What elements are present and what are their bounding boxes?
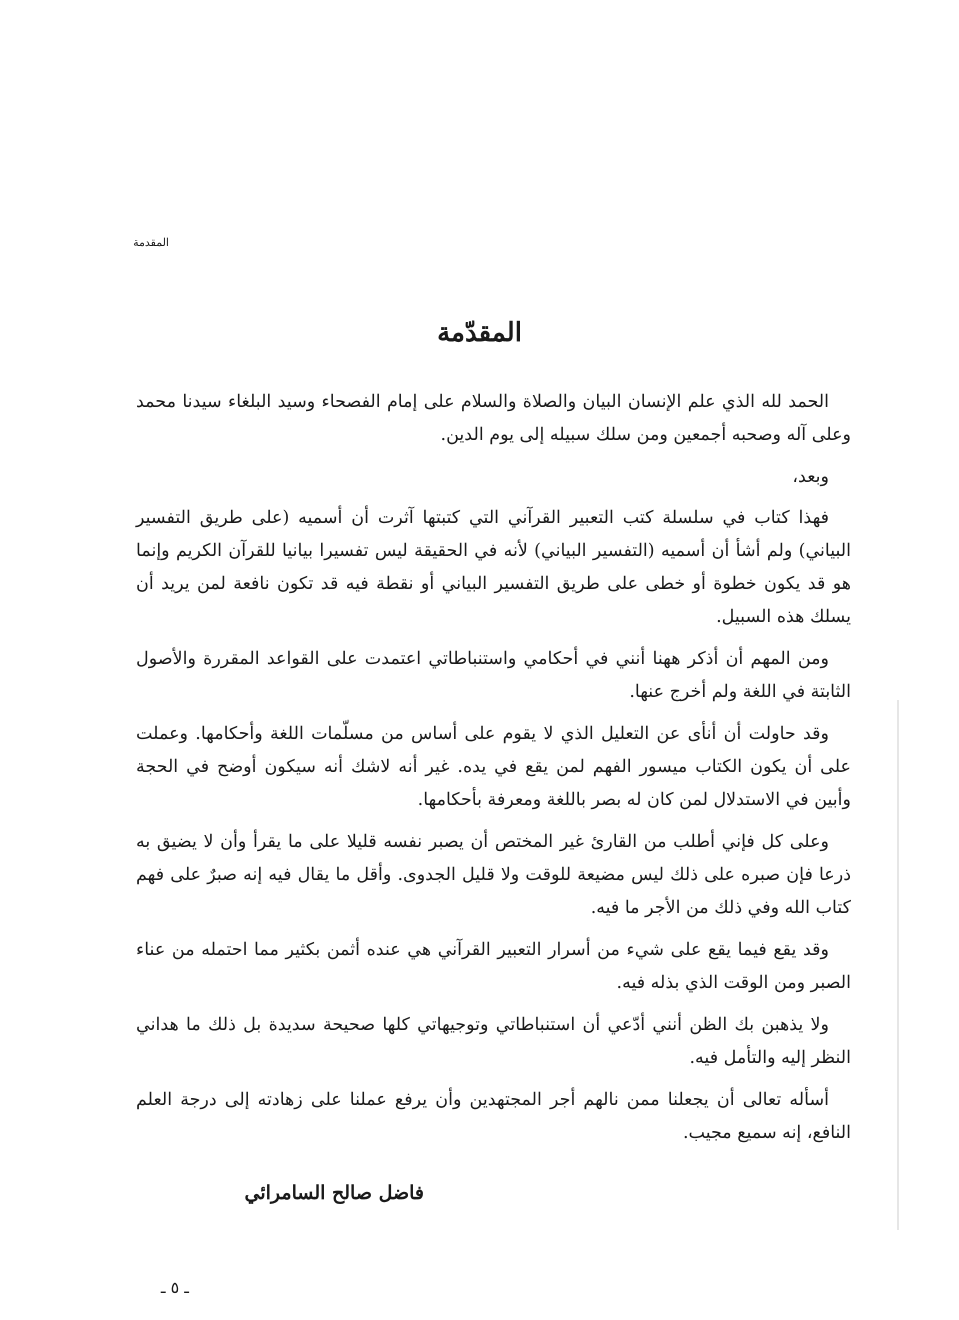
paragraph-reader: وعلى كل فإني أطلب من القارئ غير المختص أن يصبر نفسه قليلا على ما يقرأ وأن لا يضيق به ذرعا فإن صبره على ذلك ليس مضيعة للوقت ولا قليل الجدوى. وأقل ما يقال فيه إنه صبرٌ على فهم كتاب الله وفي ذلك من الأجر ما فيه. (136, 832, 851, 918)
scan-edge-line (897, 700, 899, 1230)
body-text (136, 386, 851, 1159)
running-head: المقدمة (133, 236, 169, 249)
paragraph-book-intro: فهذا كتاب في سلسلة كتب التعبير القرآني التي كتبتها آثرت أن أسميه (على طريق التفسير البياني) ولم أشأ أن أسميه (التفسير البياني) لأنه في الحقيقة ليس تفسيرا بيانيا للقرآن الكريم وإنما هو قد يكون خطوة أو خطى على طريق التفسير البياني أو نقطة فيه قد تكون نافعة لمن يريد أن يسلك هذه السبيل. (136, 508, 851, 627)
paragraph-prayer: أسأله تعالى أن يجعلنا ممن نالهم أجر المجتهدين وأن يرفع عملنا على زهادته إلى درجة العلم النافع، إنه سميع مجيب. (136, 1090, 851, 1143)
page-title: المقدّمة (437, 318, 522, 348)
paragraph-secrets: وقد يقع فيما يقع على شيء من أسرار التعبير القرآني هي عنده أثمن بكثير مما احتمله من عناء الصبر ومن الوقت الذي بذله فيه. (136, 940, 851, 993)
paragraph-method: ومن المهم أن أذكر ههنا أنني في أحكامي واستنباطاتي اعتمدت على القواعد المقررة والأصول الثابتة في اللغة ولم أخرج عنها. (136, 649, 851, 702)
author-signature: فاضل صالح السامرائي (244, 1182, 424, 1204)
paragraph-humility: ولا يذهبن بك الظن أنني أدّعي أن استنباطاتي وتوجيهاتي كلها صحيحة سديدة بل ذلك ما هداني النظر إليه والتأمل فيه. (136, 1015, 851, 1068)
paragraph-approach: وقد حاولت أن أنأى عن التعليل الذي لا يقوم على أساس من مسلّمات اللغة وأحكامها. وعملت على أن يكون الكتاب ميسور الفهم لمن يقع في يده. غير أنه لاشك أنه سيكون أوضح في الحجة وأبين في الاستدلال لمن كان له بصر باللغة ومعرفة بأحكامها. (136, 724, 851, 810)
page-number: ـ ٥ ـ (160, 1278, 189, 1297)
paragraph-opening: الحمد لله الذي علم الإنسان البيان والصلاة والسلام على إمام الفصحاء وسيد البلغاء سيدنا محمد وعلى آله وصحبه أجمعين ومن سلك سبيله إلى يوم الدين. (136, 392, 851, 445)
paragraph-wabaad: وبعد، (792, 467, 829, 487)
